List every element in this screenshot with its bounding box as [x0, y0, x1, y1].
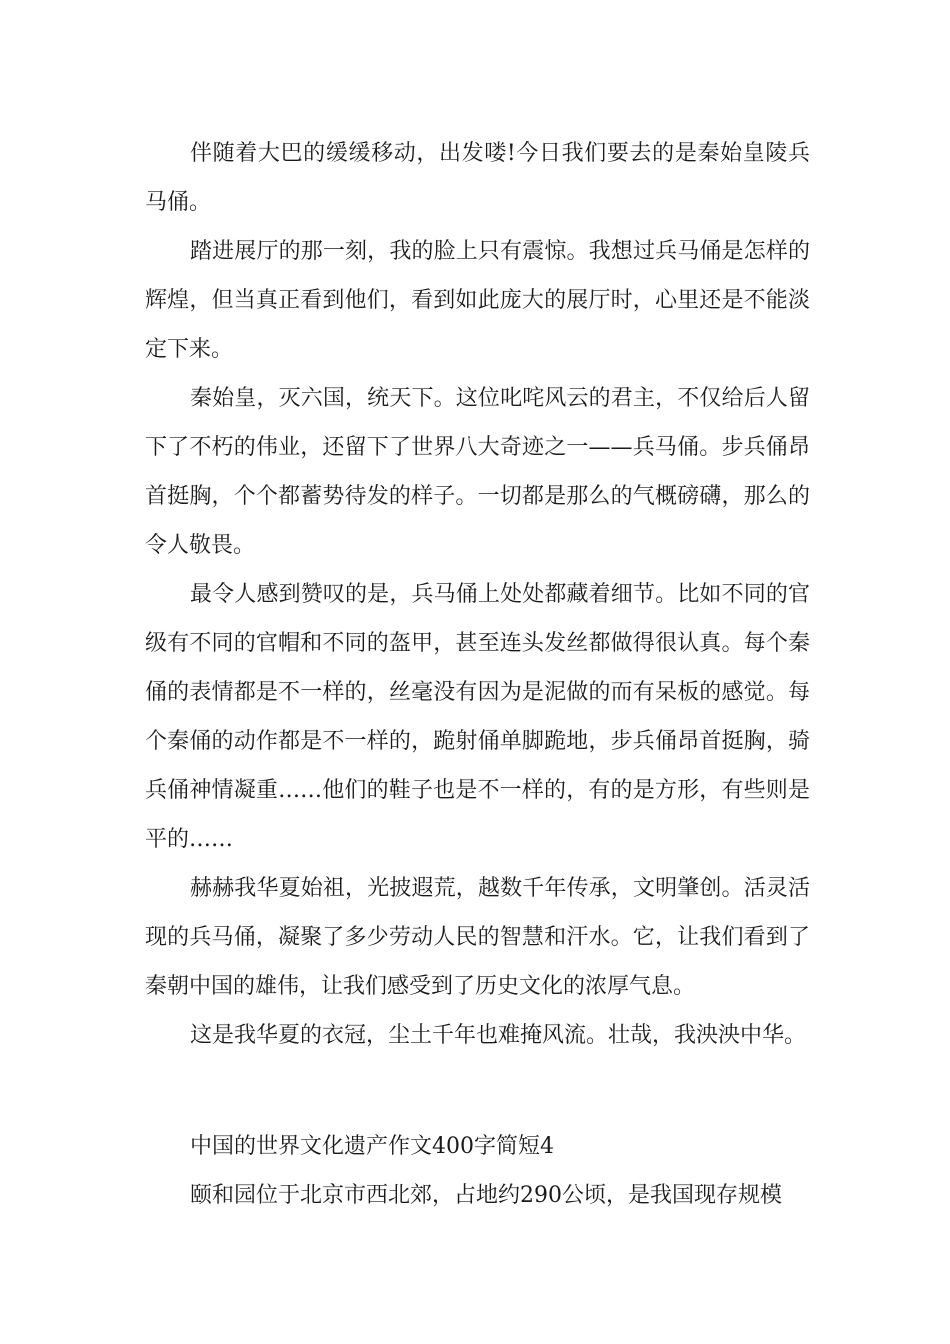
paragraph-summer-palace: 颐和园位于北京市西北郊，占地约290公顷，是我国现存规模	[190, 1183, 782, 1208]
paragraph-exhibition-hall: 踏进展厅的那一刻，我的脸上只有震惊。我想过兵马俑是怎样的辉煌，但当真正看到他们，看到如此庞大的展厅时，心里还是不能淡定下来。	[145, 239, 810, 362]
next-section	[145, 1122, 810, 1220]
paragraph-details: 最令人感到赞叹的是，兵马俑上处处都藏着细节。比如不同的官级有不同的官帽和不同的盔甲，甚至连头发丝都做得很认真。每个秦俑的表情都是不一样的，丝毫没有因为是泥做的而有呆板的感觉。每个秦俑的动作都是不一样的，跪射俑单脚跪地，步兵俑昂首挺胸，骑兵俑神情凝重……他们的鞋子也是不一样的，有的是方形，有些则是平的……	[145, 582, 810, 852]
section-heading: 中国的世界文化遗产作文400字简短4	[190, 1134, 554, 1159]
essay-body	[145, 129, 810, 1060]
paragraph-qin-shihuang: 秦始皇，灭六国，统天下。这位叱咤风云的君主，不仅给后人留下了不朽的伟业，还留下了世界八大奇迹之一——兵马俑。步兵俑昂首挺胸，个个都蓄势待发的样子。一切都是那么的气概磅礴，那么的令人敬畏。	[145, 386, 810, 558]
paragraph-conclusion: 这是我华夏的衣冠，尘土千年也难掩风流。壮哉，我泱泱中华。	[190, 1023, 807, 1048]
paragraph-departure: 伴随着大巴的缓缓移动，出发喽!今日我们要去的是秦始皇陵兵马俑。	[145, 141, 810, 215]
paragraph-heritage: 赫赫我华夏始祖，光披遐荒，越数千年传承，文明肇创。活灵活现的兵马俑，凝聚了多少劳动人民的智慧和汗水。它，让我们看到了秦朝中国的雄伟，让我们感受到了历史文化的浓厚气息。	[145, 876, 810, 999]
